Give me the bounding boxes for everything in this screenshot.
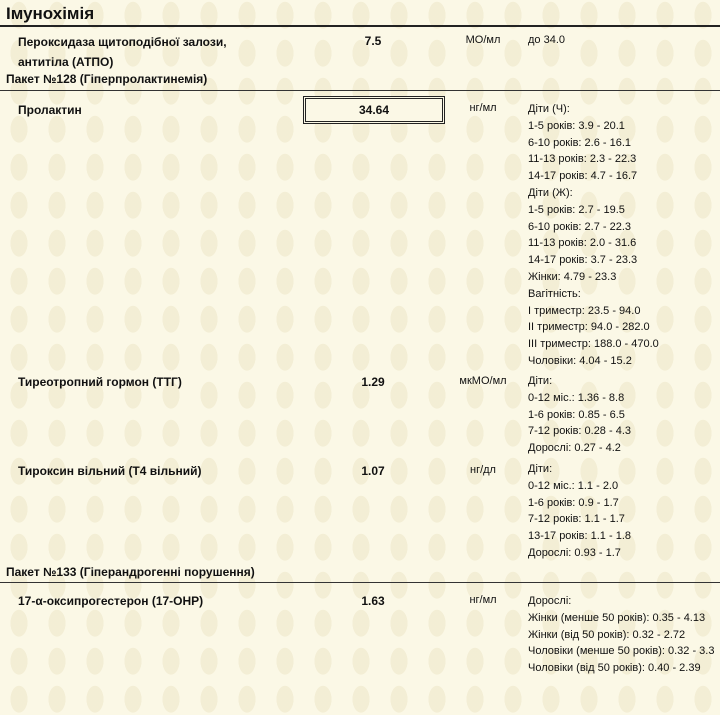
package-divider <box>0 582 720 583</box>
test-value-tsh: 1.29 <box>361 375 385 389</box>
test-unit-prolactin: нг/мл <box>469 102 497 114</box>
package-title-128: Пакет №128 (Гіперпролактинемія) <box>6 72 208 86</box>
ref-line: 7-12 років: 1.1 - 1.7 <box>528 513 625 526</box>
test-unit-atpo: МО/мл <box>465 34 501 46</box>
highlighted-value-box <box>303 96 445 124</box>
ref-line: Вагітність: <box>528 287 581 300</box>
ref-line: Діти (Ч): <box>528 103 570 115</box>
ref-line: 11-13 років: 2.0 - 31.6 <box>528 237 637 250</box>
ref-line: Жінки (менше 50 років): 0.35 - 4.13 <box>528 611 706 624</box>
ref-range-atpo <box>528 32 565 49</box>
ref-line: 11-13 років: 2.3 - 22.3 <box>528 153 637 166</box>
ref-line: до 34.0 <box>528 34 566 46</box>
section-divider <box>0 25 720 27</box>
ref-line: Діти (Ж): <box>528 186 573 199</box>
ref-line: 1-5 років: 2.7 - 19.5 <box>528 203 625 216</box>
ref-line: 14-17 років: 3.7 - 23.3 <box>528 254 638 267</box>
ref-line: Діти: <box>528 375 553 387</box>
ref-line: 7-12 років: 0.28 - 4.3 <box>528 425 631 438</box>
test-value-17ohp: 1.63 <box>361 594 385 608</box>
ref-range-17ohp <box>528 593 720 677</box>
test-value-prolactin: 34.64 <box>358 103 390 117</box>
ref-line: Чоловіки (від 50 років): 0.40 - 2.39 <box>528 662 701 675</box>
test-name-atpo: Пероксидаза щитоподібної залози, антитіла (АТПО) <box>18 35 227 69</box>
ref-line: Жінки (від 50 років): 0.32 - 2.72 <box>528 628 686 641</box>
test-unit-17ohp: нг/мл <box>469 594 497 606</box>
ref-line: 6-10 років: 2.7 - 22.3 <box>528 220 631 233</box>
test-unit-tsh: мкМО/мл <box>459 375 507 387</box>
ref-line: Чоловіки: 4.04 - 15.2 <box>528 354 632 367</box>
ref-line: 14-17 років: 4.7 - 16.7 <box>528 170 638 183</box>
ref-line: 1-6 років: 0.85 - 6.5 <box>528 408 625 421</box>
ref-line: Дорослі: 0.27 - 4.2 <box>528 442 621 455</box>
ref-range-t4 <box>528 461 631 562</box>
test-unit-t4: нг/дл <box>470 464 496 476</box>
test-name-17ohp: 17-α-оксипрогестерон (17-ОНР) <box>18 594 204 608</box>
ref-line: І триместр: 23.5 - 94.0 <box>528 304 641 317</box>
ref-line: Діти: <box>528 463 553 475</box>
ref-line: Дорослі: <box>528 595 572 607</box>
test-name-prolactin: Пролактин <box>18 103 82 117</box>
ref-range-tsh <box>528 373 631 457</box>
ref-line: Дорослі: 0.93 - 1.7 <box>528 546 621 559</box>
ref-line: 6-10 років: 2.6 - 16.1 <box>528 136 631 149</box>
ref-line: 13-17 років: 1.1 - 1.8 <box>528 530 631 543</box>
ref-line: 0-12 міс.: 1.36 - 8.8 <box>528 391 625 404</box>
package-title-133: Пакет №133 (Гіперандрогенні порушення) <box>6 565 255 579</box>
test-value-atpo: 7.5 <box>364 34 382 48</box>
ref-line: Жінки: 4.79 - 23.3 <box>528 270 617 283</box>
ref-line: Чоловіки (менше 50 років): 0.32 - 3.3 <box>528 645 715 658</box>
package-divider <box>0 90 720 91</box>
ref-line: ІІ триместр: 94.0 - 282.0 <box>528 321 650 334</box>
ref-line: 0-12 міс.: 1.1 - 2.0 <box>528 479 619 492</box>
test-value-t4: 1.07 <box>361 464 385 478</box>
test-name-t4: Тироксин вільний (Т4 вільний) <box>18 464 202 478</box>
ref-line: ІІІ триместр: 188.0 - 470.0 <box>528 338 659 351</box>
ref-line: 1-5 років: 3.9 - 20.1 <box>528 119 625 132</box>
ref-line: 1-6 років: 0.9 - 1.7 <box>528 496 619 509</box>
ref-range-prolactin <box>528 101 659 370</box>
test-name-tsh: Тиреотропний гормон (ТТГ) <box>18 375 182 389</box>
section-title: Імунохімія <box>6 4 95 23</box>
